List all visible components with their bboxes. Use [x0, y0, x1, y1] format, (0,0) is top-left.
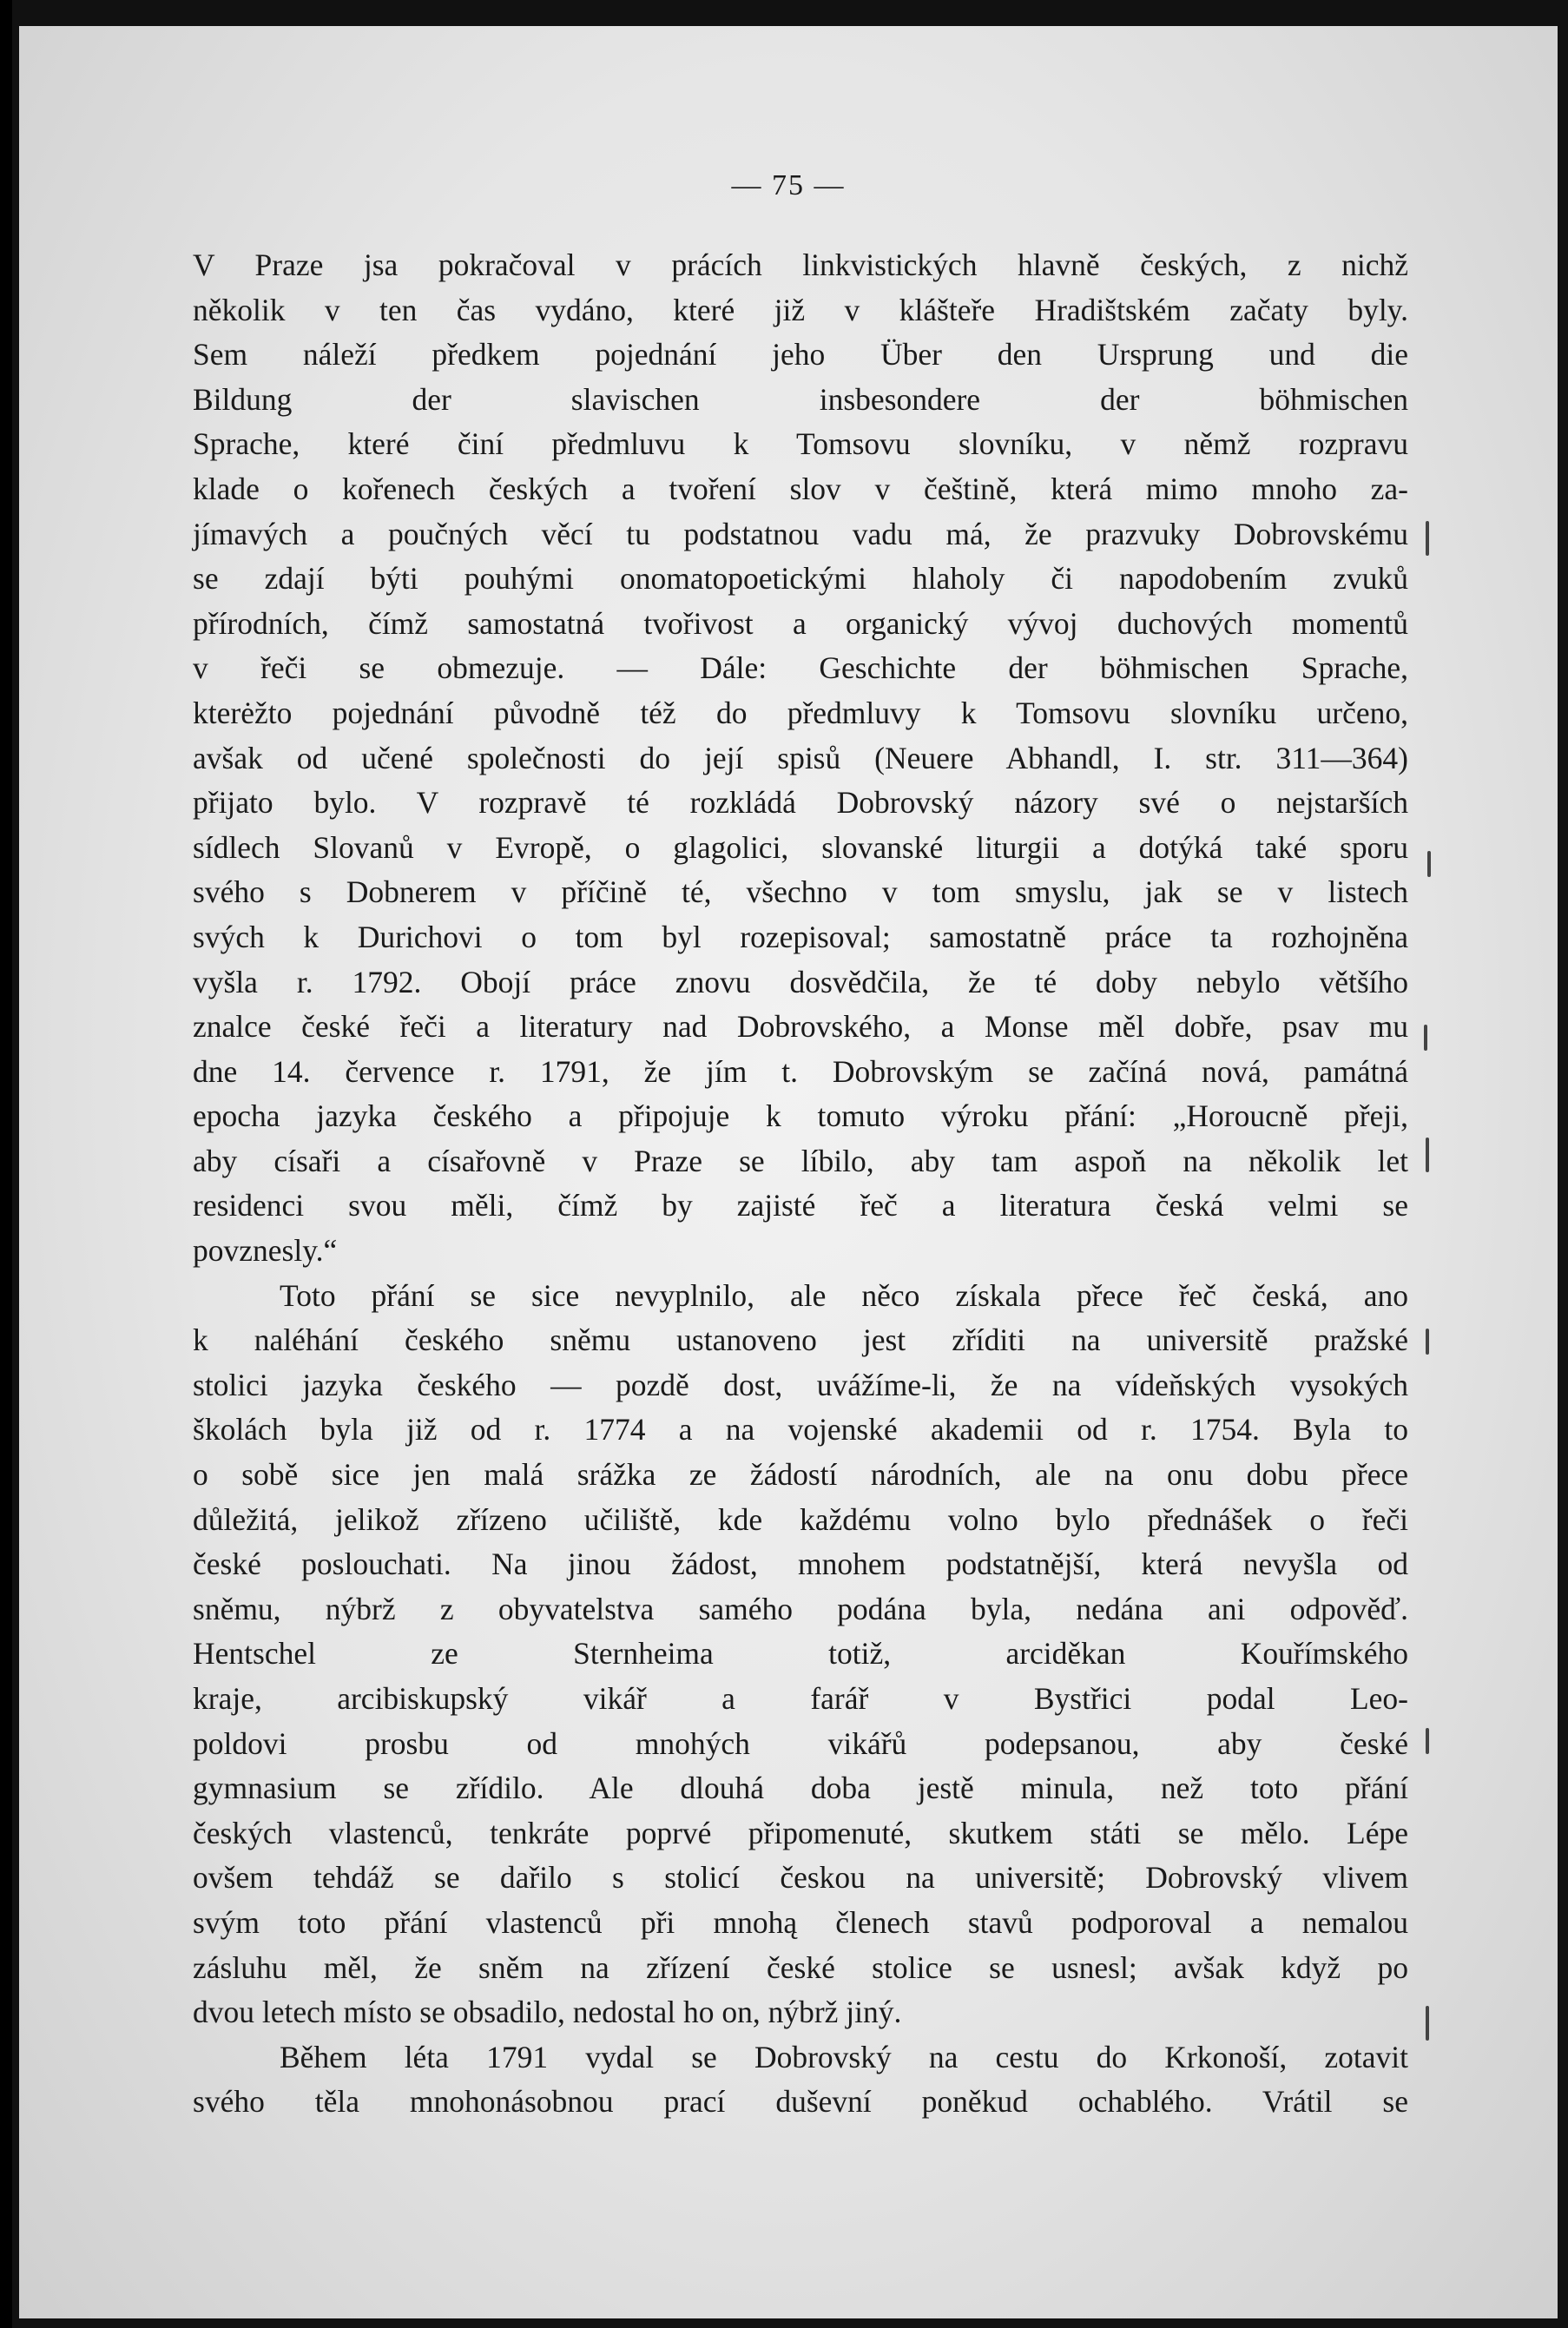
- text-line: české poslouchati. Na jinou žádost, mnohem podstatnější, která nevyšla od: [193, 1547, 1408, 1582]
- text-line: v řeči se obmezuje. — Dále: Geschichte der böhmischen Sprache,: [193, 650, 1408, 686]
- text-line: o sobě sice jen malá srážka ze žádostí národních, ale na onu dobu přece: [193, 1457, 1408, 1493]
- margin-mark: [1426, 1138, 1429, 1172]
- text-line: Během léta 1791 vydal se Dobrovský na cestu do Krkonoší, zotavit: [280, 2039, 1408, 2074]
- text-line: poldovi prosbu od mnohých vikářů podepsanou, aby české: [193, 1725, 1408, 1761]
- text-line: se zdají býti pouhými onomatopoetickými hlaholy či napodobením zvuků: [193, 561, 1408, 597]
- text-line: aby císaři a císařovně v Praze se líbilo, aby tam aspoň na několik let: [193, 1143, 1408, 1178]
- margin-mark: [1427, 851, 1431, 877]
- text-line: několik v ten čas vydáno, které již v klášteře Hradištském začaty byly.: [193, 292, 1408, 327]
- text-line: sídlech Slovanů v Evropě, o glagolici, slovanské liturgii a dotýká také sporu: [193, 829, 1408, 865]
- text-line: přírodních, čímž samostatná tvořivost a organický vývoj duchových momentů: [193, 605, 1408, 641]
- text-line: avšak od učené společnosti do její spisů (Neuere Abhandl, I. str. 311—364): [193, 740, 1408, 775]
- text-line: Sem náleží předkem pojednání jeho Über den Ursprung und die: [193, 337, 1408, 373]
- text-line: kraje, arcibiskupský vikář a farář v Bystřici podal Leo-: [193, 1681, 1408, 1716]
- text-line: přijato bylo. V rozpravě té rozkládá Dobrovský názory své o nejstarších: [193, 785, 1408, 821]
- text-line: povznesly.“: [193, 1233, 338, 1269]
- text-line: V Praze jsa pokračoval v prácích linkvistických hlavně českých, z nichž: [193, 247, 1408, 282]
- text-line: k naléhání českého sněmu ustanoveno jest zříditi na universitě pražské: [193, 1322, 1408, 1358]
- text-line: klade o kořenech českých a tvoření slov v češtině, která mimo mnoho za-: [193, 471, 1408, 506]
- text-line: Sprache, které činí předmluvu k Tomsovu slovníku, v němž rozpravu: [193, 426, 1408, 462]
- text-line: dvou letech místo se obsadilo, nedostal ho on, nýbrž jiný.: [193, 1995, 902, 2030]
- body-text: [193, 243, 1408, 2125]
- text-line: residenci svou měli, čímž by zajisté řeč a literatura česká velmi se: [193, 1188, 1408, 1223]
- page-number: — 75 —: [731, 169, 846, 201]
- text-line: gymnasium se zřídilo. Ale dlouhá doba jestě minula, než toto přání: [193, 1771, 1408, 1806]
- text-line: stolici jazyka českého — pozdě dost, uvážíme-li, že na vídeňských vysokých: [193, 1367, 1408, 1402]
- text-line: zásluhu měl, že sněm na zřízení české stolice se usnesl; avšak když po: [193, 1949, 1408, 1985]
- margin-mark: [1424, 1025, 1427, 1051]
- margin-mark: [1426, 2006, 1429, 2041]
- scan-left-edge: [0, 0, 12, 2328]
- text-line: Bildung der slavischen insbesondere der böhmischen: [193, 381, 1408, 417]
- text-line: kterėžto pojednání původně též do předmluvy k Tomsovu slovníku určeno,: [193, 695, 1408, 730]
- margin-mark: [1426, 521, 1429, 556]
- text-line: svých k Durichovi o tom byl rozepisoval; samostatně práce ta rozhojněna: [193, 919, 1408, 954]
- text-line: sněmu, nýbrž z obyvatelstva samého podána byla, nedána ani odpověď.: [193, 1591, 1408, 1626]
- margin-mark: [1426, 1728, 1429, 1754]
- text-line: školách byla již od r. 1774 a na vojenské akademii od r. 1754. Byla to: [193, 1412, 1408, 1448]
- text-line: jímavých a poučných věcí tu podstatnou vadu má, že prazvuky Dobrovskému: [193, 516, 1408, 551]
- text-line: dne 14. července r. 1791, že jím t. Dobrovským se začíná nová, památná: [193, 1053, 1408, 1089]
- text-line: znalce české řeči a literatury nad Dobrovského, a Monse měl dobře, psav mu: [193, 1009, 1408, 1045]
- text-line: Hentschel ze Sternheima totiž, arciděkan Kouřímského: [193, 1636, 1408, 1672]
- text-line: vyšla r. 1792. Obojí práce znovu dosvědčila, že té doby nebylo většího: [193, 964, 1408, 999]
- text-line: důležitá, jelikož zřízeno učiliště, kde každému volno bylo přednášek o řeči: [193, 1501, 1408, 1537]
- margin-mark: [1426, 1329, 1429, 1355]
- book-page: [19, 26, 1558, 2318]
- text-line: českých vlastenců, tenkráte poprvé připomenuté, skutkem státi se mělo. Lépe: [193, 1815, 1408, 1850]
- text-line: Toto přání se sice nevyplnilo, ale něco získala přece řeč česká, ano: [280, 1277, 1408, 1313]
- text-line: epocha jazyka českého a připojuje k tomuto výroku přání: „Horoucně přeji,: [193, 1098, 1408, 1134]
- text-line: svého těla mnohonásobnou prací duševní poněkud ochablého. Vrátil se: [193, 2084, 1408, 2120]
- text-line: svým toto přání vlastenců při mnohą členech stavů podporoval a nemalou: [193, 1904, 1408, 1940]
- text-line: ovšem tehdáž se dařilo s stolicí českou na universitě; Dobrovský vlivem: [193, 1860, 1408, 1896]
- text-line: svého s Dobnerem v příčině té, všechno v tom smyslu, jak se v listech: [193, 874, 1408, 910]
